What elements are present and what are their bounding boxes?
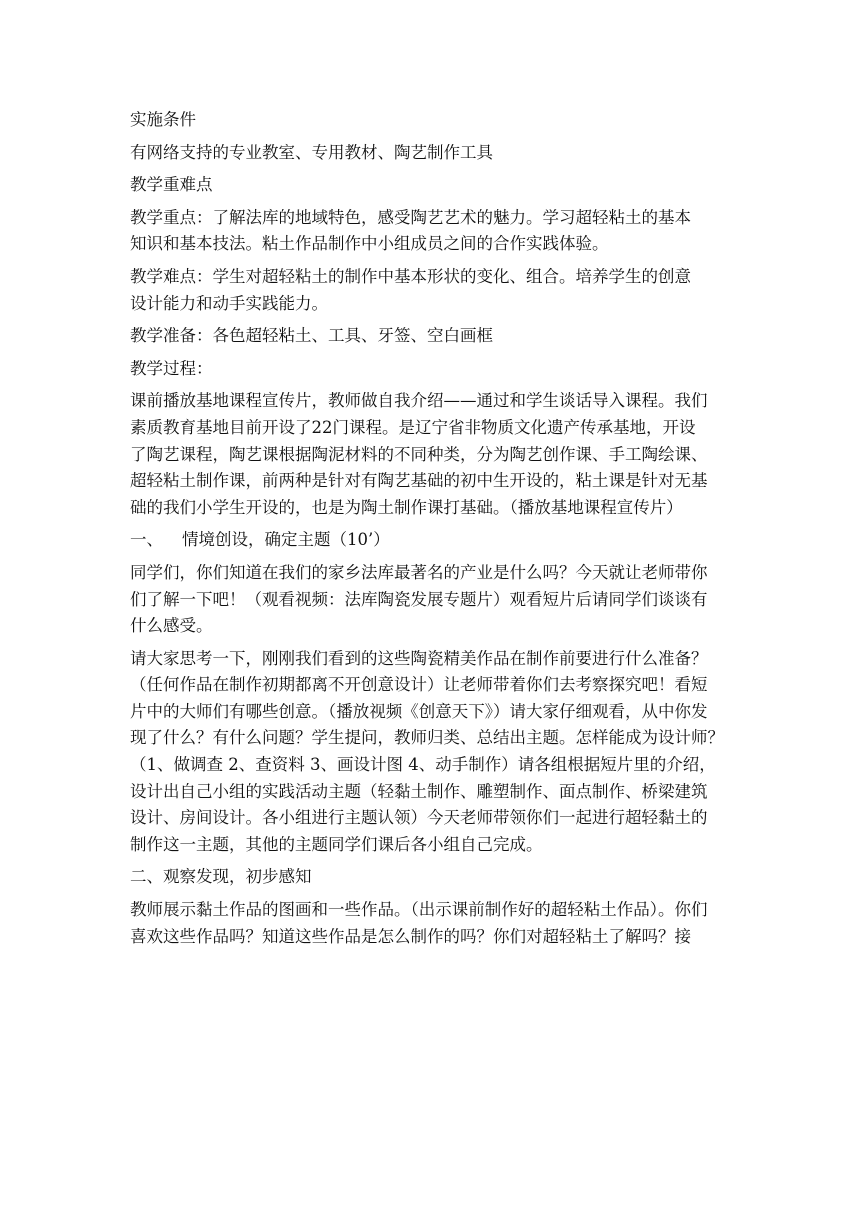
- heading-conditions: 实施条件: [130, 110, 196, 129]
- paragraph-line: 教师展示黏土作品的图画和一些作品。（出示课前制作好的超轻粘土作品）。你们: [130, 900, 708, 920]
- paragraph-line: 教学重点：了解法库的地域特色，感受陶艺艺术的魅力。学习超轻粘土的基本: [130, 207, 691, 227]
- heading-key-points: 教学重难点: [130, 175, 213, 195]
- paragraph-line: 同学们，你们知道在我们的家乡法库最著名的产业是什么吗？今天就让老师带你: [130, 562, 708, 582]
- paragraph-line: （1、做调查 2、查资料 3、画设计图 4、动手制作）请各组根据短片里的介绍，: [130, 755, 716, 775]
- paragraph-line: 什么感受。: [130, 616, 213, 636]
- paragraph-line: 课前播放基地课程宣传片，教师做自我介绍——通过和学生谈话导入课程。我们: [130, 391, 708, 411]
- paragraph-line: 设计出自己小组的实践活动主题（轻黏土制作、雕塑制作、面点制作、桥梁建筑: [130, 781, 708, 801]
- paragraph-line: 设计能力和动手实践能力。: [130, 293, 328, 313]
- paragraph-line: 教学准备：各色超轻粘土、工具、牙签、空白画框: [130, 326, 493, 346]
- section-heading-one: [130, 527, 740, 554]
- heading-process: 教学过程：: [130, 358, 213, 378]
- paragraph-line: 请大家思考一下，刚刚我们看到的这些陶瓷精美作品在制作前要进行什么准备？: [130, 648, 708, 668]
- paragraph-line: （任何作品在制作初期都离不开创意设计）让老师带着你们去考察探究吧！看短: [130, 675, 708, 695]
- paragraph-line: 喜欢这些作品吗？知道这些作品是怎么制作的吗？你们对超轻粘土了解吗？接: [130, 926, 691, 946]
- paragraph-line: 础的我们小学生开设的，也是为陶土制作课打基础。（播放基地课程宣传片）: [130, 497, 683, 517]
- paragraph-line: 教学难点：学生对超轻粘土的制作中基本形状的变化、组合。培养学生的创意: [130, 266, 691, 286]
- paragraph-line: 设计、房间设计。各小组进行主题认领）今天老师带领你们一起进行超轻黏土的: [130, 808, 708, 828]
- paragraph-line: 片中的大师们有哪些创意。（播放视频《创意天下》）请大家仔细观看，从中你发: [130, 701, 708, 721]
- paragraph-line: 素质教育基地目前开设了22门课程。是辽宁省非物质文化遗产传承基地，开设: [130, 417, 696, 437]
- paragraph-line: 知识和基本技法。粘土作品制作中小组成员之间的合作实践体验。: [130, 234, 609, 254]
- paragraph-line: 现了什么？有什么问题？学生提问，教师归类、总结出主题。怎样能成为设计师？: [130, 728, 724, 748]
- section-marker: 一、: [130, 530, 163, 550]
- section-heading-two: 二、观察发现，初步感知: [130, 867, 312, 887]
- paragraph-line: 制作这一主题，其他的主题同学们课后各小组自己完成。: [130, 834, 543, 854]
- paragraph-line: 了陶艺课程，陶艺课根据陶泥材料的不同种类，分为陶艺创作课、手工陶绘课、: [130, 444, 708, 464]
- paragraph-line: 超轻粘土制作课，前两种是针对有陶艺基础的初中生开设的，粘土课是针对无基: [130, 471, 708, 491]
- paragraph-line: 们了解一下吧！（观看视频：法库陶瓷发展专题片）观看短片后请同学们谈谈有: [130, 589, 708, 609]
- paragraph-conditions: 有网络支持的专业教室、专用教材、陶艺制作工具: [130, 142, 493, 162]
- document-page: [130, 107, 740, 950]
- section-heading-text: 情境创设，确定主题（10’）: [182, 530, 390, 550]
